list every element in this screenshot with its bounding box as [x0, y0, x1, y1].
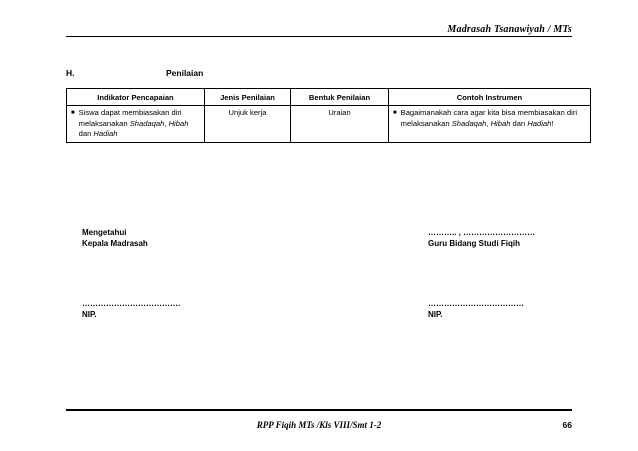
section-title: Penilaian [166, 68, 204, 78]
indikator-text: Siswa dapat membiasakan diri melaksanakan [78, 108, 182, 128]
nip-left: NIP. [82, 310, 97, 319]
signature-line-right: ……………………………… [428, 299, 524, 308]
date-line: ……….. , ……………………… [428, 228, 536, 237]
term-hibah: Hibah [168, 118, 189, 128]
assessment-table [66, 88, 591, 143]
col-header-jenis: Jenis Penilaian [205, 89, 291, 106]
text-exclamation: ! [551, 118, 554, 128]
cell-contoh [389, 106, 591, 143]
kepala-madrasah-label: Kepala Madrasah [82, 239, 148, 248]
signature-left-heading [82, 227, 148, 249]
header-rule [66, 36, 572, 37]
col-header-contoh: Contoh Instrumen [389, 89, 591, 106]
term-hadiah: Hadiah [527, 118, 552, 128]
col-header-bentuk: Bentuk Penilaian [291, 89, 389, 106]
cell-bentuk: Uraian [291, 106, 389, 143]
guru-bidang-studi-label: Guru Bidang Studi Fiqih [428, 239, 520, 248]
term-hibah: Hibah [490, 118, 511, 128]
text-dan: dan [510, 118, 528, 128]
term-hadiah: Hadiah [93, 129, 118, 138]
signature-left-block [82, 298, 180, 320]
text-comma: , [164, 118, 169, 128]
cell-jenis: Unjuk kerja [205, 106, 291, 143]
term-shadaqah: Shadaqah [129, 118, 165, 128]
term-shadaqah: Shadaqah [451, 118, 487, 128]
signature-right-block [428, 298, 524, 320]
text-dan: dan [78, 129, 94, 138]
cell-indikator [67, 106, 205, 143]
square-bullet-icon: ■ [71, 110, 75, 116]
table-header-row [67, 89, 591, 106]
page-number: 66 [562, 420, 572, 430]
footer-rule [66, 409, 572, 411]
square-bullet-icon: ■ [393, 110, 397, 116]
contoh-text: Bagaimanakah cara agar kita bisa membiasakan diri melaksanakan [400, 108, 578, 128]
footer-title: RPP Fiqih MTs /Kls VIII/Smt 1-2 [256, 420, 382, 430]
col-header-indikator: Indikator Pencapaian [67, 89, 205, 106]
signature-right-heading [428, 227, 535, 249]
text-comma: , [486, 118, 491, 128]
page-header-title: Madrasah Tsanawiyah / MTs [447, 24, 572, 35]
section-letter: H. [66, 68, 75, 78]
mengetahui-label: Mengetahui [82, 228, 127, 237]
signature-line-left: ………………………………. [82, 299, 181, 308]
table-row [67, 106, 591, 143]
nip-right: NIP. [428, 310, 443, 319]
